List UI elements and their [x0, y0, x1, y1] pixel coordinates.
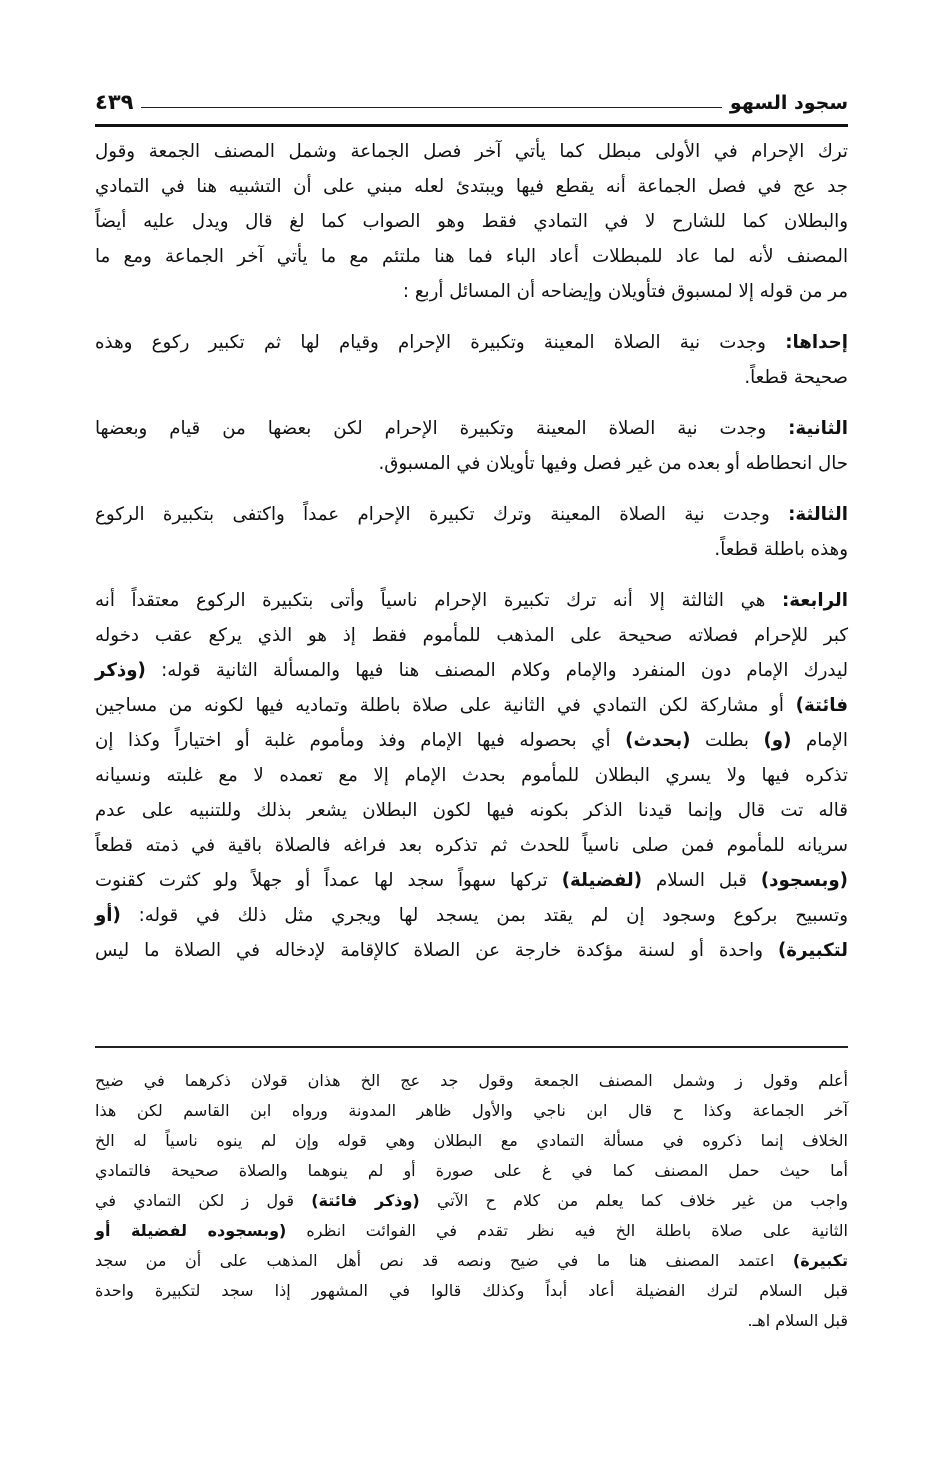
paragraph-gap — [95, 395, 848, 411]
text-line — [95, 723, 848, 758]
text-line — [95, 532, 848, 567]
text-run: قول ز لكن التمادي في — [95, 1191, 312, 1210]
text-run: الإمام — [791, 730, 848, 751]
text-run: آخر الجماعة وكذا ح قال ابن ناجي والأول ظاهر المدونة ورواه ابن القاسم لكن هذا — [95, 1101, 848, 1120]
footnote-paragraph — [95, 1066, 848, 1336]
text-line — [95, 863, 848, 898]
text-line — [95, 1306, 848, 1336]
bold-term: (وبسجوده لفضيلة أو — [95, 1221, 287, 1240]
bold-term: الرابعة: — [781, 590, 848, 611]
text-run: وجدت نية الصلاة المعينة وتكبيرة الإحرام وقيام لها ثم تكبير ركوع وهذه — [95, 332, 786, 353]
text-run: حال انحطاطه أو بعده من غير فصل وفيها تأويلان في المسبوق. — [378, 453, 848, 474]
text-run: الثانية على صلاة باطلة الخ فيه نظر تقدم في الفوائت انظره — [286, 1221, 848, 1240]
text-run: واحدة أو لسنة مؤكدة خارجة عن الصلاة كالإقامة لإدخاله في الصلاة ما ليس — [95, 940, 778, 961]
bold-term: لتكبيرة) — [777, 940, 848, 961]
header-leader-line — [141, 107, 721, 108]
text-line — [95, 793, 848, 828]
text-line — [95, 618, 848, 653]
page-number: ٤٣٩ — [95, 90, 134, 114]
text-line — [95, 446, 848, 481]
bold-term: الثالثة: — [788, 504, 848, 525]
text-run: والبطلان كما للشارح لا في التمادي فقط وهو الصواب كما لغ قال ويدل عليه أيضاً — [95, 211, 848, 232]
text-line — [95, 1186, 848, 1216]
text-line — [95, 758, 848, 793]
footnote-separator — [95, 1046, 848, 1048]
bold-term: (لفضيلة) — [561, 870, 643, 891]
text-line — [95, 497, 848, 532]
text-line — [95, 688, 848, 723]
running-title: سجود السهو — [729, 92, 848, 114]
text-run: المصنف لأنه لما عاد للمبطلات أعاد الباء فما هنا ملتئم مع ما يأتي آخر الجماعة ومع ما — [95, 246, 848, 267]
bold-term: تكبيرة) — [792, 1251, 848, 1270]
text-line — [95, 1216, 848, 1246]
text-run: اعتمد المصنف هنا ما في ضيح ونصه قد نص أهل المذهب على أن من سجد — [95, 1251, 793, 1270]
text-line — [95, 274, 848, 309]
paragraph-gap — [95, 567, 848, 583]
text-line — [95, 325, 848, 360]
text-line — [95, 204, 848, 239]
text-line — [95, 653, 848, 688]
text-line — [95, 169, 848, 204]
bold-term: (و) — [763, 730, 792, 751]
text-line — [95, 360, 848, 395]
text-run: تذكره فيها ولا يسري البطلان للمأموم بحدث الإمام إلا مع تعمده لا مع غلبته ونسيانه — [95, 765, 848, 786]
text-line — [95, 898, 848, 933]
bold-term: (وبسجود) — [760, 870, 848, 891]
bold-term: (وذكر فائتة) — [311, 1191, 420, 1210]
text-run: وهذه باطلة قطعاً. — [714, 539, 848, 560]
text-run: مر من قوله إلا لمسبوق فتأويلان وإيضاحه أن المسائل أربع : — [402, 281, 848, 302]
text-run: قبل السلام — [642, 870, 761, 891]
text-line — [95, 1096, 848, 1126]
header-rule — [95, 124, 848, 127]
text-run: الخلاف إنما ذكروه في مسألة التمادي مع البطلان وهي قوله وإن لم ينوه ناسياً له الخ — [95, 1131, 848, 1150]
bold-term: (أو — [95, 905, 121, 926]
text-run: قاله تت قال وإنما قيدنا الذكر بكونه فيها لكون البطلان يشعر بذلك وللتنبيه على عدم — [95, 800, 848, 821]
text-run: وجدت نية الصلاة المعينة وترك تكبيرة الإحرام عمداً واكتفى بتكبيرة الركوع — [95, 504, 789, 525]
text-line — [95, 583, 848, 618]
text-run: أي بحصوله فيها الإمام وفذ ومأموم غلبة أو اختياراً وكذا إن — [95, 730, 626, 751]
bold-term: إحداها: — [785, 332, 848, 353]
text-run: وجدت نية الصلاة المعينة وتكبيرة الإحرام لكن بعضها من قيام وبعضها — [95, 418, 789, 439]
text-line — [95, 134, 848, 169]
text-line — [95, 1066, 848, 1096]
paragraph — [95, 583, 848, 968]
text-run: أما حيث حمل المصنف كما في غ على صورة أو لم ينوهما والصلاة صحيحة فالتمادي — [95, 1161, 848, 1180]
text-line — [95, 1276, 848, 1306]
text-line — [95, 933, 848, 968]
text-run: ترك الإحرام في الأولى مبطل كما يأتي آخر فصل الجماعة وشمل المصنف الجمعة وقول — [95, 141, 848, 162]
text-run: هي الثالثة إلا أنه ترك تكبيرة الإحرام ناسياً وأتى بتكبيرة الركوع معتقداً أنه — [95, 590, 782, 611]
bold-term: الثانية: — [788, 418, 848, 439]
paragraph-gap — [95, 309, 848, 325]
text-line — [95, 1246, 848, 1276]
bold-term: فائتة) — [795, 695, 848, 716]
text-run: قبل السلام اهـ. — [747, 1311, 848, 1330]
text-run: وتسبيح بركوع وسجود إن لم يقتد بمن يسجد لها ويجري مثل ذلك في قوله: — [120, 905, 848, 926]
text-line — [95, 239, 848, 274]
text-run: كبر للإحرام فصلاته صحيحة على المذهب للمأموم فقط إذ هو الذي يركع عقب دخوله — [95, 625, 848, 646]
text-run: صحيحة قطعاً. — [744, 367, 848, 388]
text-run: تركها سهواً سجد لها عمداً أو جهلاً ولو كثرت كقنوت — [95, 870, 562, 891]
paragraph — [95, 134, 848, 309]
text-run: سريانه للمأموم فمن صلى ناسياً للحدث ثم تذكره بعد فراغه فالصلاة باقية في ذمته قطعاً — [95, 835, 848, 856]
bold-term: (وذكر — [95, 660, 146, 681]
paragraph — [95, 411, 848, 481]
main-text — [95, 134, 848, 968]
text-run: جد عج في فصل الجماعة أنه يقطع فيها ويبتدئ لعله مبني على أن التشبيه هنا في التمادي — [95, 176, 848, 197]
text-run: أو مشاركة لكن التمادي في الثانية على صلاة باطلة وتماديه فيها لكونه من مساجين — [95, 695, 796, 716]
paragraph — [95, 325, 848, 395]
text-run: أعلم وقول ز وشمل المصنف الجمعة وقول جد عج الخ هذان قولان ذكرهما في ضيح — [95, 1071, 848, 1090]
text-line — [95, 1156, 848, 1186]
text-line — [95, 1126, 848, 1156]
text-line — [95, 411, 848, 446]
text-run: بطلت — [690, 730, 764, 751]
bold-term: (بحدث) — [625, 730, 691, 751]
text-run: قبل السلام لترك الفضيلة أعاد أبداً وكذلك قالوا في المشهور إذا سجد لتكبيرة واحدة — [95, 1281, 848, 1300]
text-line — [95, 828, 848, 863]
running-header — [95, 84, 848, 114]
text-run: واجب من غير خلاف كما يعلم من كلام ح الآتي — [419, 1191, 848, 1210]
footnotes — [95, 1066, 848, 1336]
text-run: ليدرك الإمام دون المنفرد والإمام وكلام المصنف هنا فيها والمسألة الثانية قوله: — [145, 660, 848, 681]
paragraph-gap — [95, 481, 848, 497]
paragraph — [95, 497, 848, 567]
